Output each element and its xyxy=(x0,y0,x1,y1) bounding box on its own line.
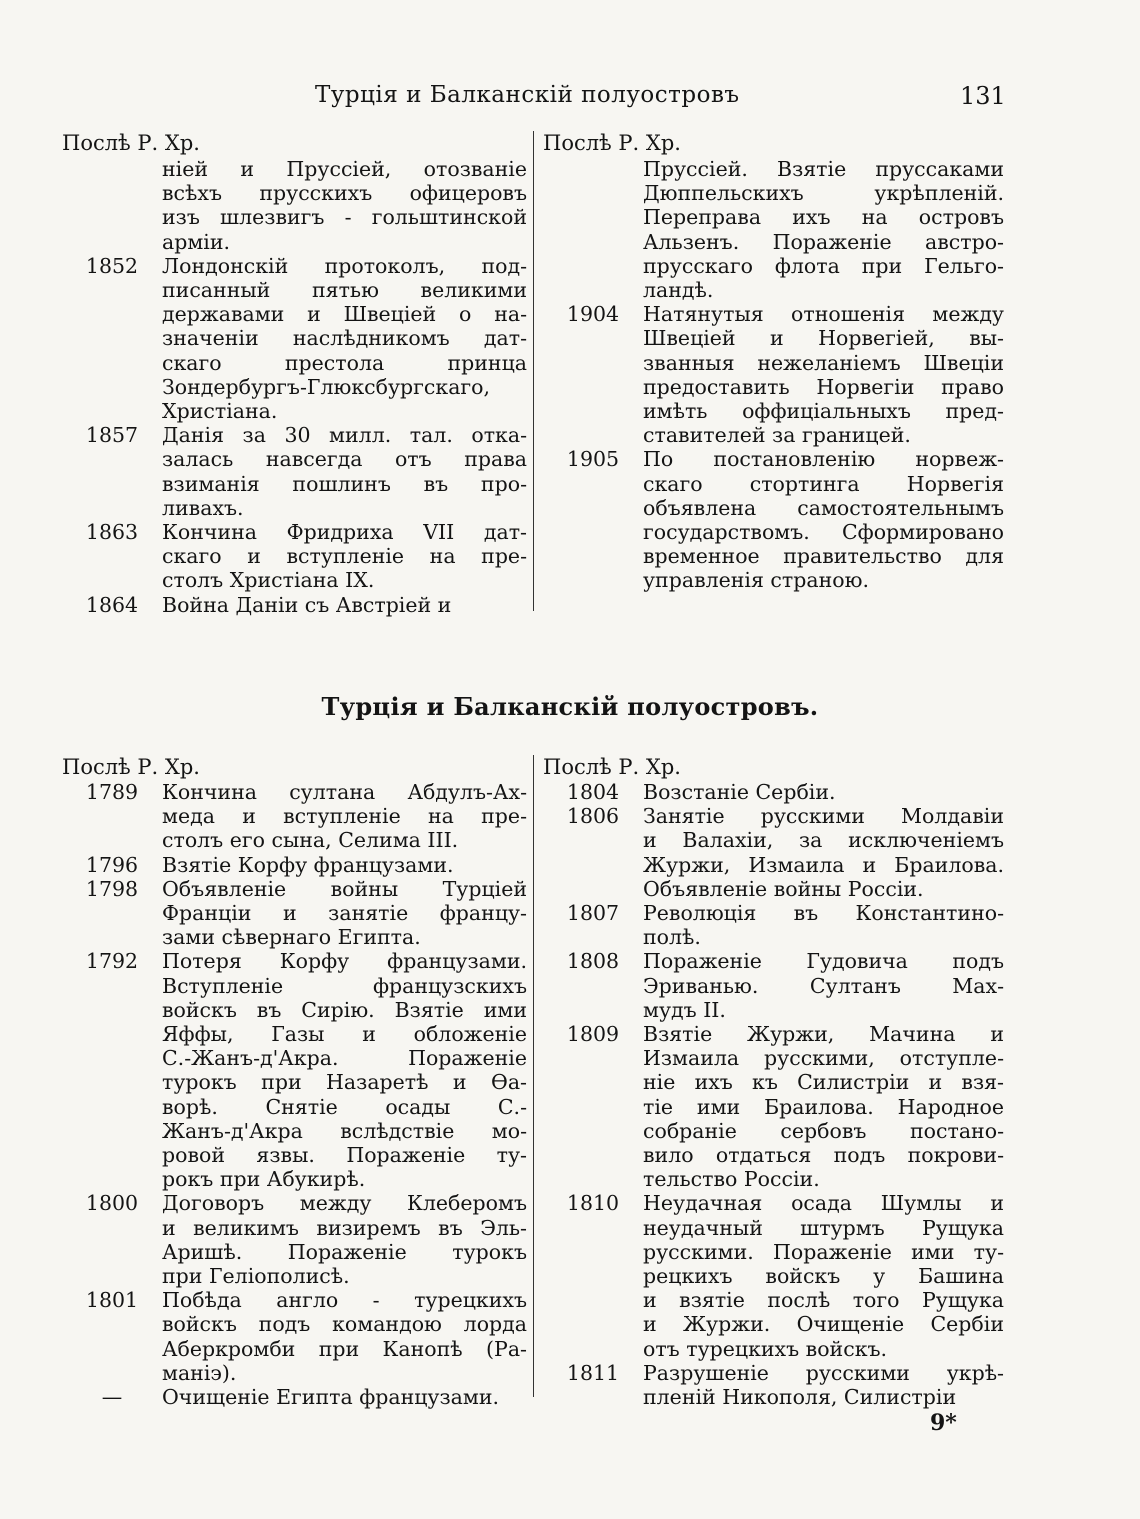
entry-line: Договоръ между Клеберомъ xyxy=(162,1191,527,1216)
chronology-column xyxy=(62,780,527,1409)
page-number: 131 xyxy=(960,82,1006,110)
signature-mark: 9* xyxy=(930,1410,957,1436)
entry-line: Объявленіе войны Турціей xyxy=(162,876,527,901)
entry-year: 1800 xyxy=(85,1191,139,1216)
entry-text xyxy=(643,1191,1004,1360)
entry-line: Измаила русскими, отступле- xyxy=(643,1046,1004,1071)
entry-line: скаго и вступленіе на пре- xyxy=(162,544,527,569)
entry-text xyxy=(643,901,1004,949)
entry-line: зами сѣвернаго Египта. xyxy=(162,925,421,950)
entry-line: вило отдаться подъ покрови- xyxy=(643,1143,1004,1168)
entry-line: предоставить Норвегіи право xyxy=(643,374,1004,399)
entry-year: 1789 xyxy=(85,780,139,804)
entry-text xyxy=(162,853,527,877)
entry-line: при Геліополисѣ. xyxy=(162,1264,350,1289)
chronology-entry xyxy=(62,780,527,853)
chronology-entry xyxy=(543,447,1004,592)
entry-line: скаго престола принца xyxy=(162,350,527,375)
entry-line: прусскаго флота при Гельго- xyxy=(643,253,1004,278)
entry-line: Побѣда англо - турецкихъ xyxy=(162,1288,527,1313)
entry-year: 1863 xyxy=(85,520,139,545)
entry-line: тіе ими Браилова. Народное xyxy=(643,1094,1004,1119)
entry-line: Христіана. xyxy=(162,399,278,424)
entry-line: русскими. Пораженіе ими ту- xyxy=(643,1239,1004,1264)
entry-line: Зондербургъ-Глюксбургскаго, xyxy=(162,374,491,399)
entry-line: объявлена самостоятельнымъ xyxy=(643,495,1004,520)
entry-line: ніе ихъ къ Силистріи и взя- xyxy=(643,1070,1004,1095)
column-divider xyxy=(533,131,534,611)
chronology-entry xyxy=(62,853,527,877)
entry-text xyxy=(162,949,527,1191)
entry-line: Революція въ Константино- xyxy=(643,901,1004,926)
entry-line: и великимъ визиремъ въ Эль- xyxy=(162,1215,527,1240)
chronology-entry xyxy=(543,804,1004,901)
entry-line: Данія за 30 милл. тал. отка- xyxy=(162,423,527,448)
chronology-entry xyxy=(62,1191,527,1288)
entry-line: Лондонскій протоколъ, под- xyxy=(162,253,527,278)
entry-line: Взятіе Журжи, Мачина и xyxy=(643,1022,1004,1047)
entry-line: По постановленію норвеж- xyxy=(643,447,1004,472)
entry-line: столъ Христіана IX. xyxy=(162,568,375,593)
section-title: Турція и Балканскій полуостровъ. xyxy=(321,692,819,721)
chronology-entry xyxy=(543,1361,1004,1409)
chronology-column xyxy=(543,780,1004,1409)
entry-text xyxy=(162,780,527,853)
entry-year: 1852 xyxy=(85,253,139,278)
entry-line: ніей и Пруссіей, отозваніе xyxy=(162,157,527,181)
entry-line: С.-Жанъ-д'Акра. Пораженіе xyxy=(162,1046,527,1071)
entry-line: и взятіе послѣ того Рущука xyxy=(643,1288,1004,1313)
entry-year: 1796 xyxy=(85,852,139,877)
chronology-entry xyxy=(62,877,527,950)
entry-line: званныя нежеланіемъ Швеціи xyxy=(643,350,1004,375)
chronology-entry xyxy=(543,780,1004,804)
entry-line: имѣть оффиціальныхъ пред- xyxy=(643,399,1004,424)
entry-year: 1801 xyxy=(85,1288,139,1313)
entry-line: Франціи и занятіе францу- xyxy=(162,901,527,926)
entry-year: 1809 xyxy=(566,1022,620,1047)
entry-line: тельство Россіи. xyxy=(643,1167,820,1192)
entry-line: маніэ). xyxy=(162,1360,237,1385)
entry-line: турокъ при Назаретѣ и Ѳа- xyxy=(162,1070,527,1095)
entry-line: писанный пятью великими xyxy=(162,278,527,303)
chronology-entry xyxy=(62,254,527,423)
entry-line: изъ шлезвигъ - гольштинской xyxy=(162,205,527,230)
entry-year: 1806 xyxy=(566,804,620,829)
entry-line: Кончина Фридриха VII дат- xyxy=(162,520,527,545)
entry-line: Разрушеніе русскими укрѣ- xyxy=(643,1360,1004,1385)
entry-line: собраніе сербовъ постано- xyxy=(643,1118,1004,1143)
entry-line: Пруссіей. Взятіе пруссаками xyxy=(643,157,1004,181)
entry-line: полѣ. xyxy=(643,925,701,950)
entry-text xyxy=(162,157,527,254)
entry-text xyxy=(162,1288,527,1385)
entry-line: Натянутыя отношенія между xyxy=(643,302,1004,327)
entry-line: Журжи, Измаила и Браилова. xyxy=(643,852,1004,877)
entry-line: и Журжи. Очищеніе Сербіи xyxy=(643,1312,1004,1337)
chronology-column xyxy=(543,157,1004,593)
entry-text xyxy=(643,804,1004,901)
entry-year: 1864 xyxy=(85,592,139,617)
entry-line: Жанъ-д'Акра вслѣдствіе мо- xyxy=(162,1118,527,1143)
entry-line: ландѣ. xyxy=(643,278,714,303)
entry-year: 1810 xyxy=(566,1191,620,1216)
entry-line: Очищеніе Египта французами. xyxy=(162,1385,500,1410)
chronology-column xyxy=(62,157,527,617)
entry-line: и Валахіи, за исключеніемъ xyxy=(643,828,1004,853)
entry-line: Занятіе русскими Молдавіи xyxy=(643,804,1004,829)
column-divider xyxy=(533,755,534,1397)
entry-line: ворѣ. Снятіе осады С.- xyxy=(162,1094,527,1119)
entry-line: Объявленіе войны Россіи. xyxy=(643,876,924,901)
entry-text xyxy=(643,1361,1004,1409)
entry-line: ставителей за границей. xyxy=(643,423,911,448)
chronology-entry xyxy=(62,593,527,617)
entry-line: Аберкромби при Канопѣ (Ра- xyxy=(162,1336,527,1361)
entry-text xyxy=(162,1191,527,1288)
chronology-entry xyxy=(62,423,527,520)
entry-text xyxy=(162,423,527,520)
entry-line: неудачный штурмъ Рущука xyxy=(643,1215,1004,1240)
entry-line: меда и вступленіе на пре- xyxy=(162,804,527,829)
entry-text xyxy=(643,157,1004,302)
entry-line: Взятіе Корфу французами. xyxy=(162,852,454,877)
chronology-entry xyxy=(543,949,1004,1022)
entry-text xyxy=(162,254,527,423)
entry-text xyxy=(162,520,527,593)
chronology-entry xyxy=(62,157,527,254)
entry-line: скаго стортинга Норвегія xyxy=(643,471,1004,496)
entry-text xyxy=(162,593,527,617)
column-header: Послѣ Р. Хр. xyxy=(62,131,200,155)
entry-line: временное правительство для xyxy=(643,544,1004,569)
entry-line: Альзенъ. Пораженіе австро- xyxy=(643,229,1004,254)
entry-text xyxy=(643,447,1004,592)
chronology-entry xyxy=(62,1385,527,1409)
chronology-entry xyxy=(62,520,527,593)
running-head: Турція и Балканскій полуостровъ xyxy=(315,82,740,108)
entry-line: ровой язвы. Пораженіе ту- xyxy=(162,1143,527,1168)
entry-line: Яффы, Газы и обложеніе xyxy=(162,1022,527,1047)
entry-line: Война Даніи съ Австріей и xyxy=(162,592,452,617)
entry-year: 1792 xyxy=(85,949,139,974)
entry-line: пленій Никополя, Силистріи xyxy=(643,1385,957,1410)
entry-line: всѣхъ прусскихъ офицеровъ xyxy=(162,181,527,206)
entry-line: Неудачная осада Шумлы и xyxy=(643,1191,1004,1216)
entry-text xyxy=(162,1385,527,1409)
chronology-entry xyxy=(543,157,1004,302)
chronology-entry xyxy=(543,302,1004,447)
entry-line: ливахъ. xyxy=(162,495,244,520)
entry-line: залась навсегда отъ права xyxy=(162,447,527,472)
entry-line: государствомъ. Сформировано xyxy=(643,520,1004,545)
entry-line: Аришѣ. Пораженіе турокъ xyxy=(162,1239,527,1264)
entry-text xyxy=(643,302,1004,447)
entry-line: Кончина султана Абдулъ-Ах- xyxy=(162,780,527,804)
chronology-entry xyxy=(62,1288,527,1385)
entry-year: 1804 xyxy=(566,780,620,804)
entry-line: Переправа ихъ на островъ xyxy=(643,205,1004,230)
entry-year: 1808 xyxy=(566,949,620,974)
entry-year: 1798 xyxy=(85,876,139,901)
entry-line: Потеря Корфу французами. xyxy=(162,949,527,974)
entry-text xyxy=(643,780,1004,804)
entry-line: Возстаніе Сербіи. xyxy=(643,780,836,804)
entry-line: войскъ подъ командою лорда xyxy=(162,1312,527,1337)
entry-line: рокъ при Абукирѣ. xyxy=(162,1167,366,1192)
entry-line: арміи. xyxy=(162,229,231,254)
entry-year: 1811 xyxy=(566,1360,620,1385)
entry-line: мудъ II. xyxy=(643,997,726,1022)
entry-year: 1905 xyxy=(566,447,620,472)
entry-text xyxy=(643,949,1004,1022)
entry-line: державами и Швеціей о на- xyxy=(162,302,527,327)
entry-year: — xyxy=(101,1385,123,1410)
entry-line: Эриванью. Султанъ Мах- xyxy=(643,973,1004,998)
entry-line: взиманія пошлинъ въ про- xyxy=(162,471,527,496)
entry-line: отъ турецкихъ войскъ. xyxy=(643,1336,888,1361)
entry-year: 1807 xyxy=(566,901,620,926)
entry-line: значеніи наслѣдникомъ дат- xyxy=(162,326,527,351)
chronology-entry xyxy=(543,1191,1004,1360)
column-header: Послѣ Р. Хр. xyxy=(62,755,200,779)
entry-year xyxy=(543,157,643,302)
chronology-entry xyxy=(543,1022,1004,1191)
column-header: Послѣ Р. Хр. xyxy=(543,755,681,779)
chronology-entry xyxy=(62,949,527,1191)
entry-year: 1857 xyxy=(85,423,139,448)
entry-year xyxy=(62,157,162,254)
entry-line: Швеціей и Норвегіей, вы- xyxy=(643,326,1004,351)
entry-text xyxy=(643,1022,1004,1191)
entry-line: войскъ въ Сирію. Взятіе ими xyxy=(162,997,527,1022)
entry-line: Пораженіе Гудовича подъ xyxy=(643,949,1004,974)
entry-line: управленія страною. xyxy=(643,568,869,593)
chronology-entry xyxy=(543,901,1004,949)
entry-line: Вступленіе французскихъ xyxy=(162,973,527,998)
column-header: Послѣ Р. Хр. xyxy=(543,131,681,155)
entry-line: столъ его сына, Селима III. xyxy=(162,828,459,853)
entry-line: Дюппельскихъ укрѣпленій. xyxy=(643,181,1004,206)
entry-line: рецкихъ войскъ у Башина xyxy=(643,1264,1004,1289)
entry-text xyxy=(162,877,527,950)
entry-year: 1904 xyxy=(566,302,620,327)
